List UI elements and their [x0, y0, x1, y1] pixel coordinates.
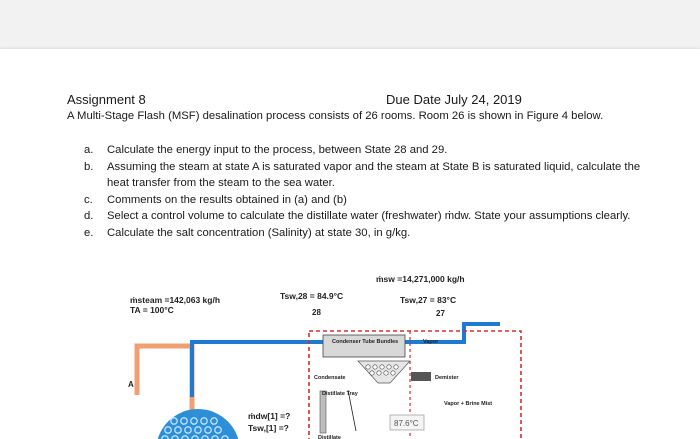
distillate-label: Distillate [318, 435, 341, 439]
steam-temp-label: TA = 100°C [130, 305, 174, 315]
point-a-label: A [128, 380, 134, 389]
distillate-flow-label: ṁdw[1] =? [248, 411, 291, 421]
condenser-label: Condenser Tube Bundles [332, 339, 399, 345]
question-c [84, 192, 644, 209]
question-b [84, 159, 644, 192]
demister-block [411, 372, 431, 381]
steam-flow-label: ṁsteam =142,063 kg/h [130, 295, 221, 305]
state-27-label: 27 [436, 309, 445, 318]
distillate-temp-label: Tsw,[1] =? [248, 423, 289, 433]
question-letter: b. [84, 160, 94, 173]
question-text: Assuming the steam at state A is saturated vapor and the steam at State B is saturated liquid, calculate the heat transfer from the steam to the sea water. [107, 160, 641, 190]
condensate-droplets [358, 361, 410, 383]
question-list [84, 142, 644, 242]
question-d [84, 208, 644, 225]
question-e [84, 225, 644, 242]
vapor-brine-label: Vapor + Brine Mist [444, 401, 493, 407]
distillate-tray-label: Distillate Tray [322, 391, 358, 397]
temperature-badge-text: 87.6°C [394, 419, 419, 428]
document-page [0, 49, 700, 439]
steam-pipe [137, 346, 192, 421]
distillate-tray [320, 391, 326, 433]
tsw27-label: Tsw,27 = 83°C [400, 295, 457, 305]
intro-paragraph: A Multi-Stage Flash (MSF) desalination process consists of 26 rooms. Room 26 is shown in Figure 4 below. [67, 110, 604, 122]
due-date: Due Date July 24, 2019 [386, 92, 522, 107]
msf-room-figure [110, 271, 530, 439]
question-letter: a. [84, 144, 94, 156]
assignment-title: Assignment 8 [67, 92, 146, 107]
vapor-label: Vapor [423, 339, 439, 345]
state-28-label: 28 [312, 308, 321, 317]
question-text: Comments on the results obtained in (a) and (b) [107, 193, 347, 206]
question-letter: e. [84, 226, 94, 239]
question-a [84, 142, 644, 159]
question-text: Calculate the energy input to the process, between State 28 and 29. [107, 144, 448, 156]
demister-label: Demister [435, 375, 459, 381]
condensate-label: Condensate [314, 375, 346, 381]
question-text: Select a control volume to calculate the distillate water (freshwater) ṁdw. State your assumptions clearly. [107, 210, 631, 223]
brine-heater [156, 409, 240, 439]
seawater-flow-label: ṁsw =14,271,000 kg/h [376, 274, 465, 284]
question-text: Calculate the salt concentration (Salinity) at state 30, in g/kg. [107, 226, 411, 239]
question-letter: d. [84, 210, 94, 223]
question-letter: c. [84, 193, 93, 206]
tsw28-label: Tsw,28 = 84.9°C [280, 291, 344, 301]
